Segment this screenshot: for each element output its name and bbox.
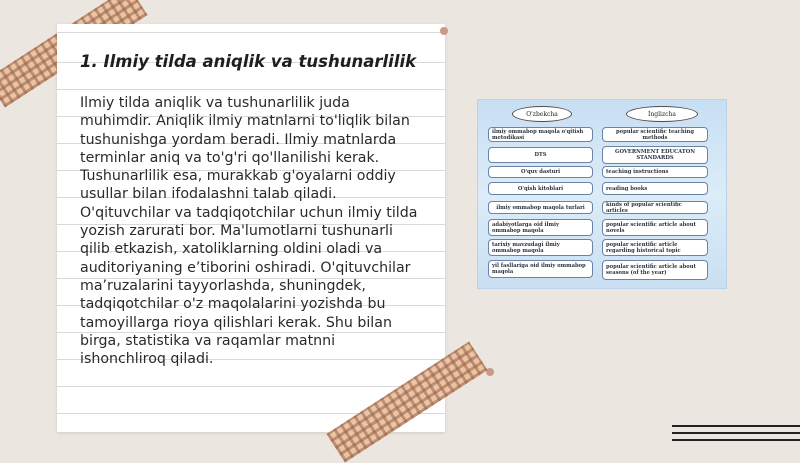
decorative-line-3 [672, 439, 800, 441]
diagram-right-term-6: popular scientific article about novels [602, 219, 708, 236]
diagram-left-term-8: yil fasllariga oid ilmiy ommabop maqola [488, 260, 593, 278]
diagram-left-term-3: O'quv dasturi [488, 166, 593, 178]
diagram-right-term-4: reading books [602, 182, 708, 195]
diagram-right-term-8: popular scientific article about seasons (of the year) [602, 260, 708, 280]
diagram-left-term-6: adabiyotlarga oid ilmiy ommabop maqola [488, 219, 593, 236]
diagram-left-term-5: ilmiy ommabop maqola turlari [488, 201, 593, 214]
diagram-left-term-7: tarixiy mavzudagi ilmiy ommabop maqola [488, 239, 593, 256]
diagram-right-term-5: kinds of popular scientific articles [602, 201, 708, 214]
decorative-line-1 [672, 425, 800, 427]
translation-diagram-image [477, 99, 727, 289]
slide-paragraph: Ilmiy tilda aniqlik va tushunarlilik juda muhimdir. Aniqlik ilmiy matnlarni to'liqlik bilan tushunishga yordam beradi. Ilmiy matnlarda terminlar aniq va to'g'ri qo'llanilishi kerak. Tushunarlilik esa, murakkab g'oyalarni oddiy usullar bilan ifodalashni talab qiladi. O'qituvchilar va tadqiqotchilar uchun ilmiy tilda yozish zarurati bor. Ma'lumotlarni tushunarli qilib etkazish, xatoliklarning oldini oladi va auditoriyaning e’tiborini oshiradi. O'qituvchilar ma’ruzalarini tayyorlashda, shuningdek, tadqiqotchilar o'z maqolalarini yozishda bu tamoyillarga rioya qilishlari kerak. Shu bilan birga, statistika va raqamlar matnni ishonchliroq qiladi. [80, 95, 418, 368]
diagram-right-term-3: teaching instructions [602, 166, 708, 178]
diagram-left-term-1: ilmiy ommabop maqola o'qitish metodikasi [488, 127, 593, 142]
diagram-left-term-4: O'qish kitoblari [488, 182, 593, 195]
diagram-left-term-2: DTS [488, 147, 593, 163]
slide-heading: 1. Ilmiy tilda aniqlik va tushunarlilik [80, 52, 417, 71]
decorative-line-2 [672, 432, 800, 434]
diagram-right-term-1: popular scientific teaching methods [602, 127, 708, 142]
diagram-right-term-7: popular scientific article regarding historical topic [602, 239, 708, 256]
diagram-right-heading: Inglizcha [626, 106, 698, 122]
diagram-right-term-2: GOVERNMENT EDUCATON STANDARDS [602, 146, 708, 164]
pin-dot-top [440, 27, 448, 35]
diagram-left-heading: O'zbekcha [512, 106, 572, 122]
